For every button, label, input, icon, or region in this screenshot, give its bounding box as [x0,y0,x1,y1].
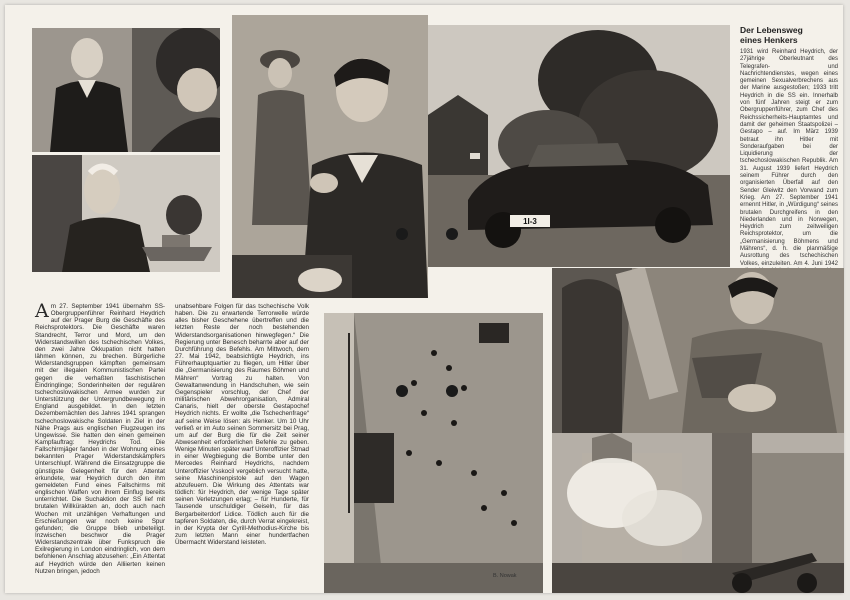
punch-hole [446,385,458,397]
photo-elderly-man-ship [32,155,220,272]
photo-man-smoking [232,15,428,298]
photo-street-soldiers [324,313,543,593]
article-column-2 [175,303,309,575]
article-column-2-text: unabsehbare Folgen für das tschechische Volk haben. Die zu erwartende Terrorwelle würde alles bisher Geschehene übertreffen und die letzten Reste der noch bestehenden Widerstandsorganisationen hinwegfegen.“ Die Regierung unter Benesch beharrte aber auf der Durchführung des Befehls. Am Mittwoch, dem 27. Mai 1942, beabsichtigte Heydrich, ins Führerhauptquartier zu fliegen, um Hitler über die „Germanisierung des Raumes Böhmen und Mähren“ Vortrag zu halten. Von Gewaltanwendung in Handschuhen, wie sein Gegenspieler vorschlug, der Chef der militärischen Abwehrorganisation, Admiral Canaris, hielt der oberste Gestapochef Heydrich nichts. Er wollte „die Tschechenfrage“ auf seine Weise lösen: als Henker. Um 10 Uhr verließ er im Auto seinen Sommersitz bei Prag, um auf der Burg die für die Zeit seiner Abwesenheit erforderlichen Befehle zu geben. Wenige Minuten später warf Unteroffizier Stmad in einer Wegbiegung die Bombe unter den Mercedes Reinhard Heydrichs, nachdem Unteroffizier Vsskocil vergeblich versucht hatte, seine Maschinenpistole auf den Wagen abzufeuern. Die Wirkung des Attentats war tödlich: für Heydrich, der wenige Tage später seinen Verletzungen erlag; – für Hunderte, für Tausende unschuldiger Geiseln, für das Bergarbeiterdorf Lidice. Tödlich auch für die tapferen Soldaten, die, durch Verrat eingekreist, in der Krypta der Cyrill-Methodius-Kirche bis zum letzten Mann einer hundertfachen Übermacht Widerstand leisteten. [175,303,309,547]
magazine-page [5,5,843,593]
sidebar-biography: 1931 wird Reinhard Heydrich, der 27jährige Oberleutnant des Telegrafen- und Nachrichtendienstes, wegen eines gemeinen Sexualverbrechens aus der Marine ausgestoßen; 1933 tritt Heydrich in die SS ein. Innerhalb von fünf Jahren steigt er zum Obergruppenführer, zum Chef des Reichssicherheits-Hauptamtes und damit der geheimen Staatspolizei – Gestapo – auf. Im März 1939 betraut ihn Hitler mit Sonderaufgaben bei der Liquidierung der tschechoslowakischen Republik. Am 31. August 1939 liefert Heydrich seinem Führer durch den organisierten Überfall auf den Sender Gleiwitz den Vorwand zum Krieg. Am 27. September 1941 ernennt Hitler, in „Würdigung“ seines brutalen Durchgreifens in den Niederlanden und in Norwegen, Heydrich zum zeitweiligen Reichsprotektor, um die „Germanisierung Böhmens und Mährens“, d. h. die planmäßige Ausrottung des tschechischen Volkes, einzuleiten. Am 4. Juni 1942 [740,49,838,267]
article-column-1 [35,300,165,589]
article-signature: B. Nowak [493,573,517,579]
license-plate: 1I-3 [523,217,537,226]
punch-hole [396,385,408,397]
article-column-1-text: m 27. September 1941 übernahm SS-Obergruppenführer Reinhard Heydrich auf der Prager Burg die Geschäfte des Reichsprotektors. Die Geschäfte waren Standrecht, Terror und Mord, um den Widerstandswillen des tschechischen Volkes, den zwei Jahre Okkupation nicht hatten lähmen können, zu brechen. Bürgerliche Widerstandsgruppen kämpften gemeinsam mit der illegalen Kommunistischen Partei gegen die verhaßten faschistischen Eindringlinge; Sonderinheiten der regulären tschechoslowakischen Armee wurden zur Unterstützung der Untergrundbewegung in England ausgebildet. In den letzten Dezembernächten des Jahres 1941 sprangen tschechoslowakische Soldaten in Ziel in der Nähe Prags aus englischen Flugzeugen ins Ungewisse. Sie hatten den einen gemeinen Kampfauftrag: Heydrichs Tod. Die Fallschirmjäger fanden in der Wohnung eines bekannten Prager Widerstandskämpfers Unterschlupf. Während die Einsatzgruppe die günstigste Gelegenheit für den Attentat erkundete, war Heydrich durch den ihm gemeldeten Fund eines Fallschirms mit englischen Waffen von ihrem Einflug bereits unterrichtet. Die Suchaktion der SS lief mit brutalen Willkürakten an, doch auch nach Wochen mit unzähligen Verhaftungen und Erschießungen war noch keine Spur gefunden; die Gruppe blieb unbeteiligt. Inzwischen beschwor die Prager Widerstandszentrale über Funkspruch die Exilregierung in London eindringlich, von dem befohlenen Anschlag abzusehen: „Ein Attentat auf Heydrich würde den Alliierten keinen Nutzen bringen, jedoch [35,303,165,575]
sidebar-title-line2: eines Henkers [740,35,798,45]
article-dropcap: A [35,300,49,322]
sidebar-title [740,25,840,45]
punch-hole [446,228,458,240]
photo-officer-portraits [32,28,220,152]
photo-wounded-man [552,268,844,433]
photo-street-explosion [552,433,844,593]
sidebar-title-line1: Der Lebensweg [740,25,803,35]
punch-hole [396,228,408,240]
photo-car-explosion [428,25,730,267]
